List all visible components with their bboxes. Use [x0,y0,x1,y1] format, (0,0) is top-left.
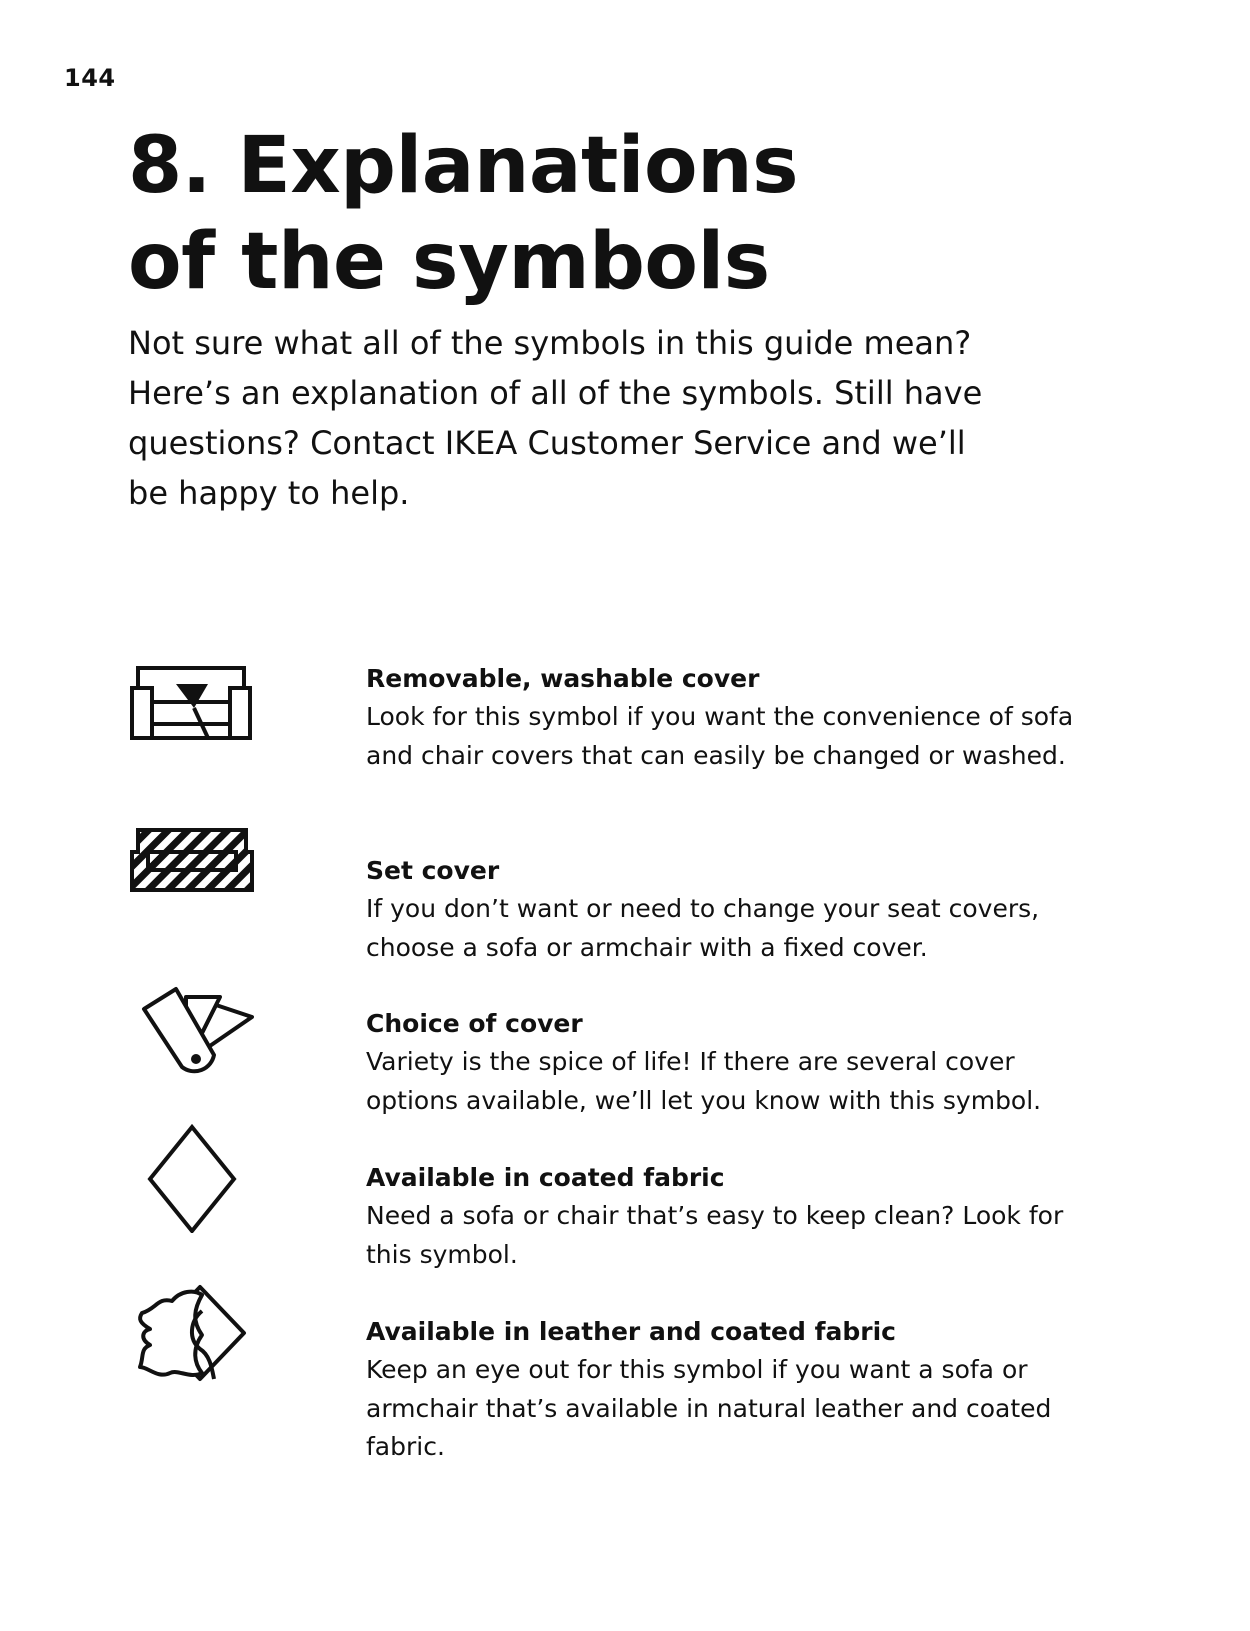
page-title-line-1: 8. Explanations [128,121,799,211]
symbol-description: Need a sofa or chair that’s easy to keep clean? Look for this symbol. [366,1201,1064,1269]
set-cover-icon [128,826,256,896]
symbol-title: Choice of cover [366,1009,583,1038]
symbol-description: If you don’t want or need to change your seat covers, choose a sofa or armchair with a fixed cover. [366,894,1040,962]
choice-of-cover-icon [128,981,254,1081]
coated-fabric-icon [128,1123,254,1233]
page-title-line-2: of the symbols [128,217,770,307]
removable-washable-cover-icon [128,664,254,744]
page-number: 144 [64,64,116,92]
symbol-title: Set cover [366,856,500,885]
symbol-title: Removable, washable cover [366,664,760,693]
symbol-description: Keep an eye out for this symbol if you want a sofa or armchair that’s available in natural leather and coated fabric. [366,1355,1052,1461]
symbol-title: Available in coated fabric [366,1163,725,1192]
intro-paragraph: Not sure what all of the symbols in this guide mean? Here’s an explanation of all of the symbols. Still have questions? Contact IKEA Customer Service and we’ll be happy to help. [128,324,983,512]
symbol-description: Look for this symbol if you want the convenience of sofa and chair covers that can easily be changed or washed. [366,702,1074,770]
symbol-description: Variety is the spice of life! If there are several cover options available, we’ll let you know with this symbol. [366,1047,1042,1115]
leather-and-coated-fabric-icon [128,1283,254,1383]
page-title [128,118,798,310]
symbol-title: Available in leather and coated fabric [366,1317,896,1346]
